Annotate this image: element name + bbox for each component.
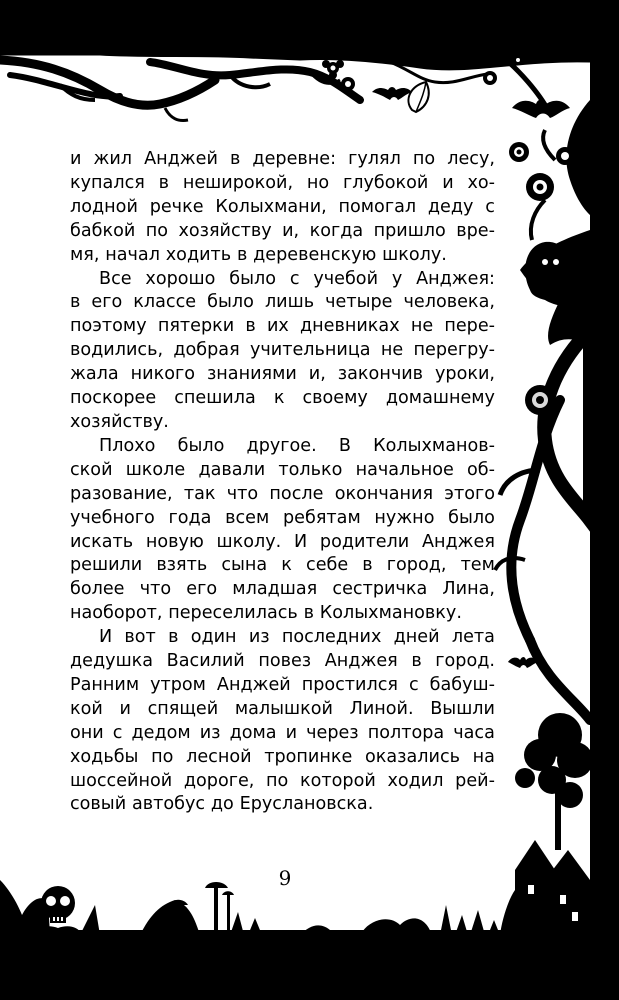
text-line <box>70 650 495 674</box>
word: по <box>412 149 436 169</box>
word: повез <box>258 651 312 672</box>
word: хозяйству. <box>70 411 169 432</box>
text-line <box>70 172 495 196</box>
word: сына <box>221 555 268 576</box>
word: с <box>112 722 123 743</box>
paragraph-1 <box>70 148 495 268</box>
word: лета <box>451 627 495 648</box>
word: ребятам <box>282 507 361 528</box>
word: классе <box>133 292 197 313</box>
word: спешила <box>174 388 256 409</box>
word: учительница <box>249 340 371 361</box>
word: решили <box>70 555 143 576</box>
word: после <box>269 483 324 504</box>
text-line <box>70 435 495 459</box>
word: его <box>91 292 123 313</box>
word: простился <box>301 674 398 695</box>
word: водились, <box>70 340 164 361</box>
word: Еруслановска. <box>239 794 374 815</box>
word: в <box>362 555 373 576</box>
word: их <box>266 316 289 337</box>
word: Все <box>99 268 132 289</box>
word: на <box>472 746 495 767</box>
word: этого <box>444 483 495 504</box>
text-line <box>70 387 495 411</box>
word: было <box>229 268 276 289</box>
word: последних <box>281 627 382 648</box>
word: деревенскую <box>253 244 377 265</box>
word: Анджея <box>324 651 398 672</box>
word: спящей <box>147 698 219 719</box>
word: утром <box>150 674 206 695</box>
word: деду <box>427 196 474 217</box>
word: бабкой <box>70 220 136 241</box>
text-line <box>70 339 495 363</box>
word: школу. <box>382 244 447 265</box>
page-text <box>70 148 495 817</box>
word: Колыхманов- <box>373 435 495 456</box>
word: кой <box>70 698 103 719</box>
word: другое. <box>246 435 317 456</box>
text-line <box>70 698 495 722</box>
word: по <box>266 770 289 791</box>
text-line <box>70 291 495 315</box>
word: тропинке <box>264 746 353 767</box>
word: вот <box>124 627 156 648</box>
word: и, <box>282 220 300 241</box>
word: пришло <box>373 220 446 241</box>
word: в <box>236 244 248 265</box>
word: город. <box>435 651 495 672</box>
word: дороге, <box>183 770 255 791</box>
word: оказались <box>364 746 460 767</box>
text-line <box>70 554 495 578</box>
word: лесной <box>186 746 252 767</box>
word: начальное <box>355 459 454 480</box>
word: Анджей <box>216 674 291 695</box>
word: в <box>229 149 241 169</box>
word: только <box>278 459 343 480</box>
word: домашнему <box>385 388 495 409</box>
word: по <box>145 220 169 241</box>
word: Плохо <box>99 435 156 456</box>
word: пере- <box>444 316 495 337</box>
word: его <box>186 579 218 600</box>
word: не <box>380 340 404 361</box>
word: закончив <box>337 364 424 385</box>
word: с <box>289 268 300 289</box>
word: хо- <box>467 172 495 193</box>
word: что <box>139 579 172 600</box>
word: учебного <box>70 507 155 528</box>
word: в <box>245 316 256 337</box>
word: окончания <box>334 483 434 504</box>
word: человека, <box>403 292 495 313</box>
word: родители <box>319 531 410 552</box>
text-line <box>70 626 495 650</box>
word: ходить <box>165 244 232 265</box>
text-line <box>70 674 495 698</box>
word: более <box>70 579 125 600</box>
word: переселилась <box>168 603 298 624</box>
word: которой <box>300 770 376 791</box>
word: нужно <box>374 507 435 528</box>
word: гулял <box>348 149 401 169</box>
text-line <box>70 746 495 770</box>
word: полтора <box>367 722 445 743</box>
word: часа <box>453 722 495 743</box>
word: школе <box>125 459 186 480</box>
word: шоссейной <box>70 770 173 791</box>
word: но <box>306 172 330 193</box>
text-line <box>70 770 495 794</box>
word: в <box>70 292 81 313</box>
word: Лина, <box>442 579 495 600</box>
word: никого <box>130 364 195 385</box>
word: себе <box>306 555 349 576</box>
word: и <box>442 172 454 193</box>
word: к <box>273 388 285 409</box>
word: в <box>303 603 314 624</box>
word: и, <box>308 364 326 385</box>
word: жала <box>70 364 119 385</box>
page-number: 9 <box>278 866 292 890</box>
word: Колыхмани, <box>215 196 327 217</box>
text-line <box>70 793 495 817</box>
word: знаниями <box>206 364 297 385</box>
word: было <box>207 292 254 313</box>
word: года <box>168 507 212 528</box>
text-line <box>70 578 495 602</box>
word: один <box>190 627 237 648</box>
word: город, <box>386 555 447 576</box>
text-line <box>70 244 495 268</box>
word: было <box>177 435 225 456</box>
word: всем <box>225 507 270 528</box>
word: В <box>338 435 351 456</box>
word: давали <box>198 459 266 480</box>
word: перегру- <box>413 340 495 361</box>
word: лишь <box>264 292 315 313</box>
text-line <box>70 363 495 387</box>
paragraph-2 <box>70 268 495 435</box>
word: пятерки <box>157 316 235 337</box>
word: к <box>281 555 292 576</box>
word: поэтому <box>70 316 147 337</box>
text-line <box>70 148 495 172</box>
word: дней <box>393 627 440 648</box>
word: было <box>448 507 495 528</box>
word: ской <box>70 459 113 480</box>
word: Анджей <box>144 149 218 169</box>
word: бабуш- <box>429 674 495 695</box>
word: Василий <box>166 651 245 672</box>
text-line <box>70 411 495 435</box>
word: так <box>183 483 216 504</box>
word: школу. <box>216 531 282 552</box>
word: дневниках <box>300 316 400 337</box>
word: младшая <box>232 579 318 600</box>
word: об- <box>466 459 495 480</box>
word: наоборот, <box>70 603 163 624</box>
text-line <box>70 602 495 626</box>
text-line <box>70 315 495 339</box>
word: до <box>210 794 234 815</box>
paragraph-4 <box>70 626 495 817</box>
word: новую <box>145 531 204 552</box>
text-line <box>70 268 495 292</box>
word: хорошо <box>145 268 216 289</box>
text-line <box>70 483 495 507</box>
word: совый <box>70 794 127 815</box>
word: и <box>70 149 82 169</box>
word: помогал <box>338 196 417 217</box>
word: сестричка <box>332 579 428 600</box>
word: вре- <box>456 220 495 241</box>
word: учебой <box>313 268 379 289</box>
word: начал <box>105 244 160 265</box>
word: по <box>151 746 174 767</box>
word: Анджея <box>421 531 495 552</box>
word: и <box>119 698 131 719</box>
text-line <box>70 196 495 220</box>
word: тем <box>460 555 495 576</box>
word: не <box>410 316 434 337</box>
word: Линой. <box>349 698 414 719</box>
word: неширокой, <box>182 172 294 193</box>
text-line <box>70 722 495 746</box>
word: глубокой <box>343 172 429 193</box>
text-line <box>70 220 495 244</box>
word: купался <box>70 172 145 193</box>
word: через <box>306 722 359 743</box>
word: уроки, <box>435 364 495 385</box>
word: ходьбы <box>70 746 139 767</box>
word: в <box>411 651 422 672</box>
word: деревне: <box>252 149 337 169</box>
word: дома <box>229 722 277 743</box>
word: Анджея: <box>416 268 495 289</box>
paragraph-3 <box>70 435 495 626</box>
word: в <box>168 627 179 648</box>
word: с <box>485 196 495 217</box>
word: мя, <box>70 244 100 265</box>
word: с <box>408 674 419 695</box>
word: лесу, <box>447 149 495 169</box>
word: Вышли <box>430 698 495 719</box>
word: хозяйству <box>178 220 272 241</box>
word: своему <box>302 388 368 409</box>
word: лодной <box>70 196 138 217</box>
word: искать <box>70 531 134 552</box>
word: они <box>70 722 104 743</box>
word: И <box>99 627 113 648</box>
word: когда <box>309 220 364 241</box>
word: из <box>248 627 270 648</box>
word: из <box>199 722 221 743</box>
word: поскорее <box>70 388 157 409</box>
word: ходил <box>387 770 444 791</box>
word: взять <box>156 555 208 576</box>
text-line <box>70 531 495 555</box>
word: рей- <box>455 770 495 791</box>
word: и <box>285 722 298 743</box>
word: в <box>158 172 170 193</box>
word: разование, <box>70 483 173 504</box>
word: добрая <box>173 340 240 361</box>
word: И <box>294 531 308 552</box>
word: малышкой <box>234 698 333 719</box>
word: дедушка <box>70 651 154 672</box>
word: жил <box>93 149 133 169</box>
word: Колыхмановку. <box>319 603 462 624</box>
word: у <box>391 268 403 289</box>
word: что <box>226 483 259 504</box>
word: дедом <box>131 722 191 743</box>
word: автобус <box>131 794 206 815</box>
word: речке <box>149 196 204 217</box>
text-line <box>70 459 495 483</box>
word: Ранним <box>70 674 140 695</box>
text-line <box>70 507 495 531</box>
word: четыре <box>325 292 393 313</box>
